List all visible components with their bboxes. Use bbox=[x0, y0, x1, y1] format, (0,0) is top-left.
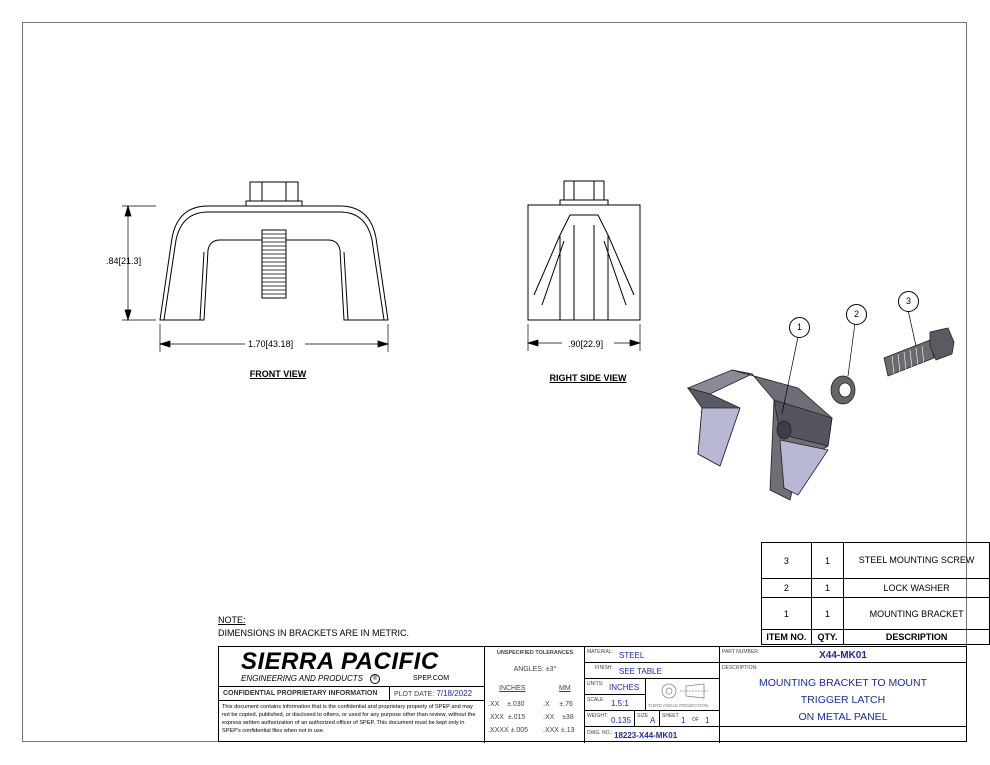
finish-value: SEE TABLE bbox=[619, 667, 662, 676]
bom-header bbox=[762, 630, 990, 645]
bom-header-desc: DESCRIPTION bbox=[844, 630, 990, 645]
material-value: STEEL bbox=[619, 651, 645, 660]
note-heading: NOTE: bbox=[218, 615, 246, 625]
bom-description: LOCK WASHER bbox=[844, 579, 990, 598]
weight-cell: WEIGHT: 0.135 SIZE A SHEET 1 OF 1 bbox=[585, 711, 720, 727]
third-angle-projection-icon bbox=[660, 682, 710, 700]
description-cell: DESCRIPTION: MOUNTING BRACKET TO MOUNT TRIGGER LATCH ON METAL PANEL bbox=[720, 663, 966, 727]
finish-cell: FINISH: SEE TABLE bbox=[585, 663, 720, 679]
bom-qty: 1 bbox=[811, 598, 843, 630]
bom-qty: 1 bbox=[811, 543, 843, 579]
scale-cell: SCALE: 1.5:1 bbox=[585, 695, 646, 711]
plot-date: PLOT DATE: 7/18/2022 bbox=[390, 687, 485, 701]
company-logo: SIERRA PACIFIC bbox=[241, 648, 439, 675]
units-cell: UNITS: INCHES bbox=[585, 679, 646, 695]
bom-description: MOUNTING BRACKET bbox=[844, 598, 990, 630]
company-cell bbox=[219, 647, 485, 687]
bom-item: 3 bbox=[762, 543, 812, 579]
bom-row bbox=[762, 579, 990, 598]
material-cell: MATERIAL: STEEL bbox=[585, 647, 720, 663]
sheet-total: 1 bbox=[705, 716, 710, 725]
tolerances-heading: UNSPECIFIED TOLERANCES bbox=[496, 650, 574, 656]
mm-label: MM bbox=[559, 685, 571, 692]
weight-value: 0.135 bbox=[611, 716, 632, 725]
bom-row bbox=[762, 598, 990, 630]
confidential-heading: CONFIDENTIAL PROPRIETARY INFORMATION bbox=[219, 687, 390, 701]
projection-label: THIRD ANGLE PROJECTION bbox=[648, 703, 709, 708]
side-view-label: RIGHT SIDE VIEW bbox=[549, 373, 627, 383]
size-value: A bbox=[650, 716, 656, 725]
front-height-dimension: .84[21.3] bbox=[106, 256, 142, 266]
inches-label: INCHES bbox=[499, 685, 526, 692]
bom-item: 1 bbox=[762, 598, 812, 630]
scale-value: 1.5:1 bbox=[611, 699, 629, 708]
bom-row bbox=[762, 543, 990, 579]
side-view-drawing bbox=[520, 175, 660, 365]
balloon-1: 1 bbox=[789, 317, 810, 338]
angle-tolerance: ANGLES: ±3° bbox=[513, 666, 557, 673]
side-width-dimension: .90[22.9] bbox=[568, 339, 604, 349]
dwg-cell: DWG. NO.: 18223-X44-MK01 bbox=[585, 727, 720, 743]
bom-item: 2 bbox=[762, 579, 812, 598]
part-number-cell: PART NUMBER: X44-MK01 bbox=[720, 647, 966, 663]
bom-qty: 1 bbox=[811, 579, 843, 598]
part-number: X44-MK01 bbox=[819, 650, 867, 661]
drawing-description: MOUNTING BRACKET TO MOUNT TRIGGER LATCH ON METAL PANEL bbox=[758, 677, 927, 723]
registered-mark-icon: ® bbox=[370, 674, 380, 684]
balloon-2: 2 bbox=[846, 304, 867, 325]
mm-tolerances: .X ±.76 .XX ±38 .XXX ±.13 bbox=[543, 701, 575, 734]
title-block bbox=[218, 646, 967, 742]
confidential-text: This document contains information that is the confidential and proprietary property of SPEP and may not be copied, published, or disclosed to others, or used for any purpose other than review, without the express written authorization of an authorized officer of SPEP. This document must be kept only in SPEP's confidential files when not in use. bbox=[219, 701, 485, 743]
dwg-number: 18223-X44-MK01 bbox=[614, 731, 678, 740]
tolerances-cell bbox=[485, 647, 585, 743]
inch-tolerances: .XX ±.030 .XXX ±.015 .XXXX ±.005 bbox=[488, 701, 529, 734]
balloon-3: 3 bbox=[898, 291, 919, 312]
front-width-dimension: 1.70[43.18] bbox=[248, 339, 294, 349]
front-view-label: FRONT VIEW bbox=[249, 369, 307, 379]
bill-of-materials bbox=[761, 542, 990, 645]
units-value: INCHES bbox=[609, 683, 640, 692]
company-subtitle: ENGINEERING AND PRODUCTS bbox=[241, 674, 363, 683]
sheet-value: 1 bbox=[681, 716, 686, 725]
note-text: DIMENSIONS IN BRACKETS ARE IN METRIC. bbox=[218, 628, 410, 638]
bom-header-item: ITEM NO. bbox=[762, 630, 812, 645]
front-view-drawing bbox=[100, 170, 400, 360]
isometric-view-drawing bbox=[680, 290, 960, 520]
bom-description: STEEL MOUNTING SCREW bbox=[844, 543, 990, 579]
company-website: SPEP.COM bbox=[413, 675, 450, 682]
projection-cell bbox=[646, 679, 720, 711]
bom-header-qty: QTY. bbox=[811, 630, 843, 645]
